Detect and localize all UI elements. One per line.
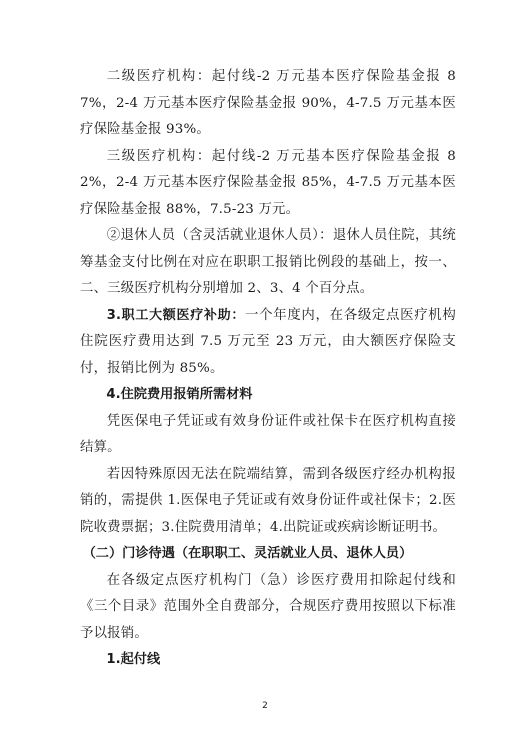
paragraph-level3-institution: 三级医疗机构：起付线-2 万元基本医疗保险基金报 82%，2-4 万元基本医疗保险基金报 85%，4-7.5 万元基本医疗保险基金报 88%，7.5-23 万元。 [80,148,456,217]
paragraph-level2-institution: 二级医疗机构：起付线-2 万元基本医疗保险基金报 87%，2-4 万元基本医疗保险基金报 90%，4-7.5 万元基本医疗保险基金报 93%。 [80,69,456,137]
paragraph-reimbursement-documents: 若因特殊原因无法在院端结算，需到各级医疗经办机构报销的，需提供 1.医保电子凭证或有效身份证件或社保卡；2.医院收费票据；3.住院费用清单；4.出院证或疾病诊断证明书。 [80,466,456,535]
document-body [80,64,456,674]
paragraph-retirees: ②退休人员（含灵活就业退休人员）：退休人员住院，其统筹基金支付比例在对应在职职工报销比例段的基础上，按一、二、三级医疗机构分别增加 2、3、4 个百分点。 [80,228,456,296]
paragraph-direct-settlement: 凭医保电子凭证或有效身份证件或社保卡在医疗机构直接结算。 [80,413,456,455]
heading-deductible: 1.起付线 [106,652,161,667]
section-heading-outpatient: （二）门诊待遇（在职职工、灵活就业人员、退休人员） [82,546,413,561]
large-medical-subsidy-text: 一个年度内，在各级定点医疗机构住院医疗费用达到 7.5 万元至 23 万元，由大额医疗保险支付，报销比例为 85%。 [80,307,456,376]
page-number: 2 [262,701,268,711]
paragraph-large-medical-subsidy [80,303,456,383]
paragraph-outpatient-reimbursement: 在各级定点医疗机构门（急）诊医疗费用扣除起付线和《三个目录》范围外全自费部分，合规医疗费用按照以下标准予以报销。 [80,572,456,641]
heading-hospitalization-materials: 4.住院费用报销所需材料 [106,387,253,402]
large-medical-subsidy-title: 3.职工大额医疗补助： [106,307,246,323]
